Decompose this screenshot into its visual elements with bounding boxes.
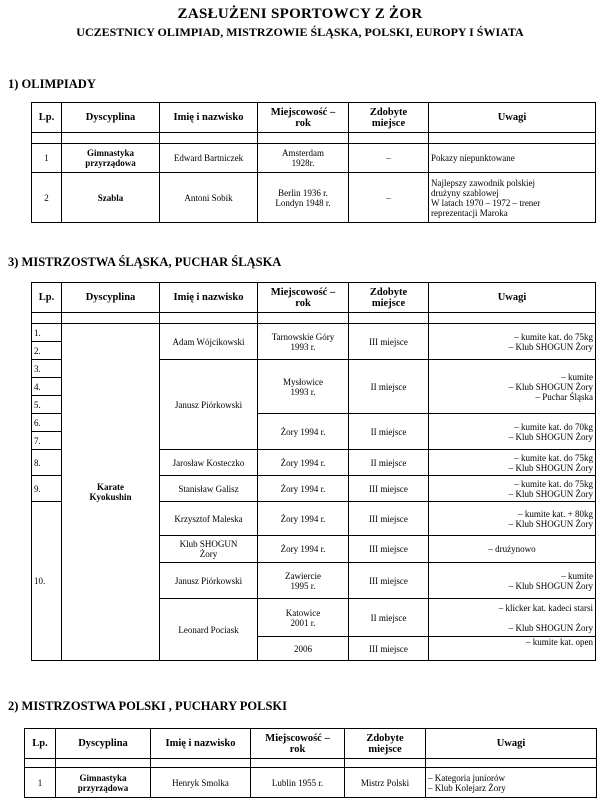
result-cell: III miejsce	[349, 502, 429, 536]
result-cell: II miejsce	[349, 360, 429, 414]
header-lp: Lp.	[32, 283, 62, 313]
table-header-row	[32, 283, 596, 313]
lp-cell: 1.	[32, 324, 62, 342]
notes-cell: – kumite kat. do 70kg – Klub SHOGUN Żory	[429, 414, 596, 450]
header-result: Zdobyte miejsce	[345, 729, 426, 759]
header-place-year: Miejscowość – rok	[251, 729, 345, 759]
lp-cell: 2	[32, 173, 62, 223]
header-lp: Lp.	[25, 729, 56, 759]
lp-cell: 6.	[32, 414, 62, 432]
result-cell: III miejsce	[349, 563, 429, 599]
lp-cell: 7.	[32, 432, 62, 450]
place-cell: Żory 1994 r.	[258, 450, 349, 476]
spacer-row	[32, 313, 596, 324]
table-header-row	[25, 729, 597, 759]
place-cell: Żory 1994 r.	[258, 476, 349, 502]
result-cell: II miejsce	[349, 414, 429, 450]
name-cell: Janusz Piórkowski	[160, 563, 258, 599]
lp-cell: 4.	[32, 378, 62, 396]
spacer-row	[25, 759, 597, 768]
header-name: Imię i nazwisko	[160, 103, 258, 133]
place-cell: Zawiercie 1995 r.	[258, 563, 349, 599]
place-cell: Mysłowice 1993 r.	[258, 360, 349, 414]
header-result: Zdobyte miejsce	[349, 283, 429, 313]
lp-cell: 1	[32, 144, 62, 173]
table-row	[32, 324, 596, 342]
header-name: Imię i nazwisko	[151, 729, 251, 759]
notes-cell: – kumite – Klub SHOGUN Żory	[429, 563, 596, 599]
place-cell: Katowice 2001 r.	[258, 599, 349, 637]
notes-cell: – kumite kat. do 75kg – Klub SHOGUN Żory	[429, 450, 596, 476]
header-place-year: Miejscowość – rok	[258, 103, 349, 133]
olympics-table	[31, 102, 596, 223]
header-notes: Uwagi	[426, 729, 597, 759]
header-place-year: Miejscowość – rok	[258, 283, 349, 313]
notes-cell: – kumite kat. do 75kg – Klub SHOGUN Żory	[429, 476, 596, 502]
poland-table	[24, 728, 597, 798]
result-cell: Mistrz Polski	[345, 768, 426, 798]
header-notes: Uwagi	[429, 103, 596, 133]
place-cell: Lublin 1955 r.	[251, 768, 345, 798]
name-cell: Janusz Piórkowski	[160, 360, 258, 450]
discipline-cell: Szabla	[62, 173, 160, 223]
result-cell: III miejsce	[349, 476, 429, 502]
name-cell: Stanisław Galisz	[160, 476, 258, 502]
place-cell: 2006	[258, 637, 349, 661]
section-silesia-heading: 3) MISTRZOSTWA ŚLĄSKA, PUCHAR ŚLĄSKA	[8, 255, 282, 269]
place-cell: Żory 1994 r.	[258, 502, 349, 536]
table-header-row	[32, 103, 596, 133]
notes-cell: – klicker kat. kadeci starsi – Klub SHOGUN Żory	[429, 599, 596, 637]
notes-cell: – Kategoria juniorów – Klub Kolejarz Żory	[426, 768, 597, 798]
notes-cell: – drużynowo	[429, 536, 596, 563]
notes-cell: – kumite – Klub SHOGUN Żory – Puchar Śląska	[429, 360, 596, 414]
name-cell: Leonard Pociask	[160, 599, 258, 661]
name-cell: Jarosław Kosteczko	[160, 450, 258, 476]
place-cell: Tarnowskie Góry 1993 r.	[258, 324, 349, 360]
result-cell: III miejsce	[349, 324, 429, 360]
lp-cell: 9.	[32, 476, 62, 502]
result-cell: III miejsce	[349, 637, 429, 661]
notes-cell: Pokazy niepunktowane	[429, 144, 596, 173]
place-cell: Żory 1994 r.	[258, 414, 349, 450]
result-cell: –	[349, 173, 429, 223]
place-cell: Amsterdam 1928r.	[258, 144, 349, 173]
header-name: Imię i nazwisko	[160, 283, 258, 313]
table-row	[25, 768, 597, 798]
discipline-cell: Karate Kyokushin	[62, 324, 160, 661]
name-cell: Edward Bartniczek	[160, 144, 258, 173]
discipline-cell: Gimnastyka przyrządowa	[56, 768, 151, 798]
lp-cell: 8.	[32, 450, 62, 476]
header-notes: Uwagi	[429, 283, 596, 313]
name-cell: Antoni Sobik	[160, 173, 258, 223]
name-cell: Adam Wójcikowski	[160, 324, 258, 360]
header-discipline: Dyscyplina	[62, 283, 160, 313]
result-cell: II miejsce	[349, 450, 429, 476]
header-discipline: Dyscyplina	[56, 729, 151, 759]
name-cell: Krzysztof Maleska	[160, 502, 258, 536]
lp-cell: 10.	[32, 502, 62, 661]
notes-cell: Najlepszy zawodnik polskiej drużyny szablowej W latach 1970 – 1972 – trener reprezentacji Maroka	[429, 173, 596, 223]
silesia-table	[31, 282, 596, 661]
lp-cell: 3.	[32, 360, 62, 378]
table-row	[32, 144, 596, 173]
notes-cell: – kumite kat. open	[429, 637, 596, 661]
table-row	[32, 173, 596, 223]
result-cell: III miejsce	[349, 536, 429, 563]
page-subtitle: UCZESTNICY OLIMPIAD, MISTRZOWIE ŚLĄSKA, POLSKI, EUROPY I ŚWIATA	[76, 25, 524, 39]
section-poland-heading: 2) MISTRZOSTWA POLSKI , PUCHARY POLSKI	[8, 699, 288, 713]
header-discipline: Dyscyplina	[62, 103, 160, 133]
section-olympics-heading: 1) OLIMPIADY	[8, 77, 96, 91]
name-cell: Klub SHOGUN Żory	[160, 536, 258, 563]
lp-cell: 5.	[32, 396, 62, 414]
name-cell: Henryk Smolka	[151, 768, 251, 798]
lp-cell: 1	[25, 768, 56, 798]
page-title: ZASŁUŻENI SPORTOWCY Z ŻOR	[177, 6, 423, 22]
discipline-cell: Gimnastyka przyrządowa	[62, 144, 160, 173]
result-cell: –	[349, 144, 429, 173]
header-lp: Lp.	[32, 103, 62, 133]
lp-cell: 2.	[32, 342, 62, 360]
place-cell: Berlin 1936 r. Londyn 1948 r.	[258, 173, 349, 223]
header-result: Zdobyte miejsce	[349, 103, 429, 133]
result-cell: II miejsce	[349, 599, 429, 637]
spacer-row	[32, 133, 596, 144]
notes-cell: – kumite kat. + 80kg – Klub SHOGUN Żory	[429, 502, 596, 536]
place-cell: Żory 1994 r.	[258, 536, 349, 563]
notes-cell: – kumite kat. do 75kg – Klub SHOGUN Żory	[429, 324, 596, 360]
